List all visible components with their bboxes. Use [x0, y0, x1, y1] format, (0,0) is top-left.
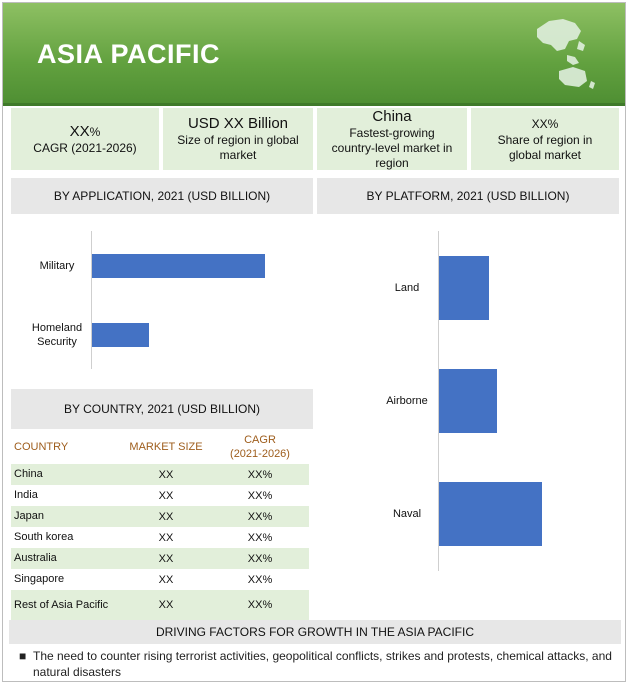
market-size-cell: XX: [121, 590, 211, 620]
category-label: Land: [394, 281, 420, 294]
kpi-region-size-value: USD XX Billion: [187, 115, 289, 132]
bar: [92, 323, 149, 347]
country-cell: India: [14, 489, 38, 501]
table-row: [11, 590, 309, 620]
bar: [439, 369, 497, 433]
asia-pacific-map-icon: [529, 11, 601, 93]
market-size-cell: XX: [158, 573, 174, 586]
country-cell: Australia: [11, 548, 121, 569]
category-label: Airborne: [386, 395, 428, 407]
table-row: [11, 506, 309, 527]
kpi-share: [471, 108, 619, 170]
category-label: Homeland Security: [31, 321, 83, 348]
kpi-cagr-value: XX: [69, 122, 90, 140]
kpi-share-label: Share of region in global market: [497, 133, 593, 162]
category-label: Naval: [392, 508, 422, 521]
country-cell: South korea: [14, 531, 74, 543]
kpi-cagr-suffix: %: [89, 124, 101, 139]
kpi-region-size: [163, 108, 313, 170]
region-title: ASIA PACIFIC: [37, 39, 221, 69]
cagr-cell: XX%: [211, 548, 309, 569]
kpi-region-size-label: Size of region in global market: [177, 133, 299, 162]
category-label: Military: [39, 259, 75, 272]
cagr-cell: XX%: [247, 489, 273, 502]
drivers-list: [19, 648, 615, 680]
kpi-fastest-country-label: Fastest-growing country-level market in region: [331, 125, 453, 170]
country-table-header-row: [11, 430, 309, 464]
table-row: [11, 569, 309, 590]
page-frame: [2, 2, 626, 682]
market-size-cell: XX: [121, 548, 211, 569]
market-size-cell: XX: [158, 531, 174, 544]
kpi-cagr-label: CAGR (2021-2026): [33, 140, 137, 155]
market-size-cell: XX: [121, 464, 211, 485]
table-row: [11, 485, 309, 506]
kpi-share-value: XX%: [531, 117, 559, 131]
country-cell: Japan: [11, 506, 121, 527]
column-header-cagr-text: CAGR (2021-2026): [230, 434, 290, 460]
bar: [92, 254, 265, 278]
country-cell: Rest of Asia Pacific: [11, 590, 121, 620]
table-row: [11, 464, 309, 485]
country-cell: China: [11, 464, 121, 485]
table-row: [11, 527, 309, 548]
bar: [439, 482, 542, 546]
platform-chart-title: BY PLATFORM, 2021 (USD BILLION): [317, 178, 619, 214]
bullet-icon: ■: [19, 649, 27, 663]
cagr-cell: XX%: [247, 573, 273, 586]
market-size-cell: XX: [121, 506, 211, 527]
country-cell: Singapore: [14, 573, 65, 585]
driver-item: The need to counter rising terrorist activities, geopolitical conflicts, strikes and protests, chemical attacks, and natural disasters: [33, 649, 612, 679]
cagr-cell: XX%: [247, 531, 273, 544]
cagr-cell: XX%: [211, 590, 309, 620]
column-header-cagr: [211, 430, 309, 464]
cagr-cell: XX%: [211, 506, 309, 527]
kpi-fastest-country: [317, 108, 467, 170]
bar: [439, 256, 489, 320]
table-row: [11, 548, 309, 569]
y-axis-line: [91, 231, 92, 369]
drivers-header: DRIVING FACTORS FOR GROWTH IN THE ASIA PACIFIC: [9, 620, 621, 644]
banner-divider: [3, 103, 625, 106]
cagr-cell: XX%: [211, 464, 309, 485]
kpi-fastest-country-value: China: [372, 107, 412, 125]
application-chart-title: BY APPLICATION, 2021 (USD BILLION): [11, 178, 313, 214]
country-table-title: BY COUNTRY, 2021 (USD BILLION): [11, 389, 313, 429]
column-header-country: COUNTRY: [14, 441, 69, 453]
country-table: [11, 430, 309, 620]
kpi-cagr: [11, 108, 159, 170]
column-header-market-size: MARKET SIZE: [129, 441, 203, 453]
market-size-cell: XX: [158, 489, 174, 502]
